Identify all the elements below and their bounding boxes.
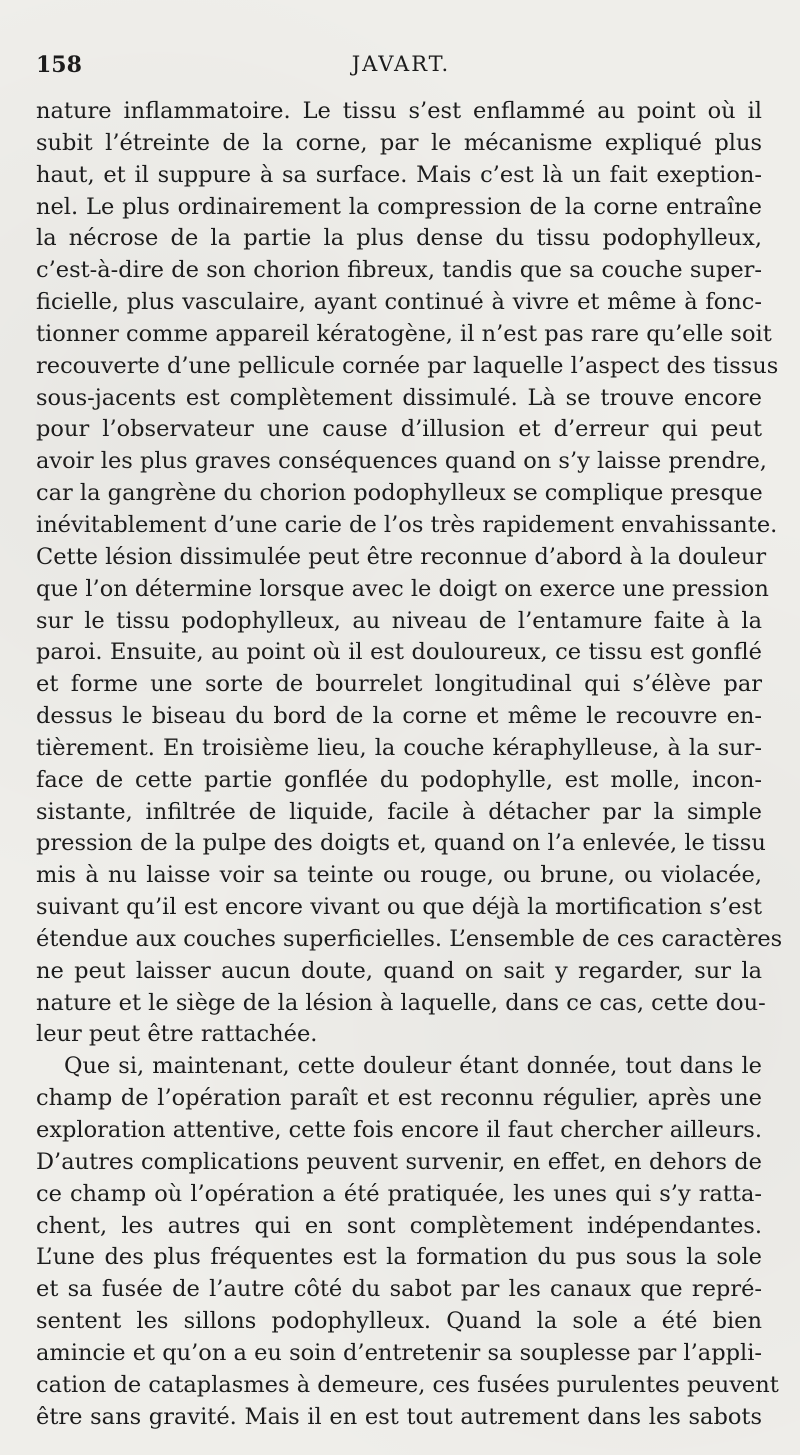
text-line: ne peut laisser aucun doute, quand on sait y regarder, sur la	[36, 957, 762, 984]
text-line: cation de cataplasmes à demeure, ces fusées purulentes peuvent	[36, 1371, 779, 1398]
text-line: face de cette partie gonflée du podophylle, est molle, incon-	[36, 766, 762, 793]
text-line: suivant qu’il est encore vivant ou que déjà la mortification s’est	[36, 894, 762, 921]
text-line: sentent les sillons podophylleux. Quand la sole a été bien	[36, 1308, 762, 1335]
text-line: nature et le siège de la lésion à laquelle, dans ce cas, cette dou-	[36, 989, 766, 1016]
text-line: sur le tissu podophylleux, au niveau de l’entamure faite à la	[36, 607, 762, 634]
running-head: JAVART.	[351, 52, 451, 76]
text-line: tièrement. En troisième lieu, la couche kéraphylleuse, à la sur-	[36, 734, 762, 761]
body-text	[36, 96, 783, 1433]
text-line: car la gangrène du chorion podophylleux se complique presque	[36, 480, 763, 507]
text-line: L’une des plus fréquentes est la formation du pus sous la sole	[36, 1244, 762, 1271]
text-line: ficielle, plus vasculaire, ayant continué à vivre et même à fonc-	[36, 289, 762, 316]
text-line: dessus le biseau du bord de la corne et même le recouvre en-	[36, 703, 762, 730]
text-line: D’autres complications peuvent survenir, en effet, en dehors de	[36, 1148, 762, 1175]
text-line: que l’on détermine lorsque avec le doigt on exerce une pression	[36, 575, 769, 602]
page-header	[36, 52, 766, 82]
text-line: Cette lésion dissimulée peut être reconnue d’abord à la douleur	[36, 543, 767, 570]
text-line: pression de la pulpe des doigts et, quand on l’a enlevée, le tissu	[36, 830, 766, 857]
text-line: pour l’observateur une cause d’illusion et d’erreur qui peut	[36, 416, 762, 443]
text-line: nature inflammatoire. Le tissu s’est enflammé au point où il	[36, 98, 762, 124]
text-line: ce champ où l’opération a été pratiquée, les unes qui s’y ratta-	[36, 1180, 762, 1207]
text-line: nel. Le plus ordinairement la compression de la corne entraîne	[36, 193, 762, 220]
text-line: champ de l’opération paraît et est reconnu régulier, après une	[36, 1085, 762, 1112]
text-line: chent, les autres qui en sont complètement indépendantes.	[36, 1212, 762, 1239]
text-line: subit l’étreinte de la corne, par le mécanisme expliqué plus	[36, 129, 762, 156]
text-line: étendue aux couches superficielles. L’ensemble de ces caractères	[36, 925, 783, 952]
text-line: et sa fusée de l’autre côté du sabot par les canaux que repré-	[36, 1276, 762, 1303]
text-line: mis à nu laisse voir sa teinte ou rouge, ou brune, ou violacée,	[36, 862, 762, 889]
text-line: avoir les plus graves conséquences quand on s’y laisse prendre,	[36, 448, 767, 475]
text-line: amincie et qu’on a eu soin d’entretenir sa souplesse par l’appli-	[36, 1339, 762, 1366]
text-line: la nécrose de la partie la plus dense du tissu podophylleux,	[36, 225, 762, 252]
text-line: haut, et il suppure à sa surface. Mais c’est là un fait exeption-	[36, 161, 762, 188]
paragraph-start-line: Que si, maintenant, cette douleur étant donnée, tout dans le	[64, 1053, 762, 1080]
text-line: paroi. Ensuite, au point où il est douloureux, ce tissu est gonflé	[36, 639, 762, 666]
text-line: être sans gravité. Mais il en est tout autrement dans les sabots	[36, 1403, 762, 1430]
text-line: tionner comme appareil kératogène, il n’est pas rare qu’elle soit	[36, 320, 772, 347]
text-line: c’est-à-dire de son chorion fibreux, tandis que sa couche super-	[36, 257, 762, 284]
text-line: inévitablement d’une carie de l’os très rapidement envahissante.	[36, 511, 778, 538]
text-line: exploration attentive, cette fois encore il faut chercher ailleurs.	[36, 1117, 762, 1143]
text-line: sistante, infiltrée de liquide, facile à détacher par la simple	[36, 798, 762, 825]
text-line: recouverte d’une pellicule cornée par laquelle l’aspect des tissus	[36, 352, 779, 379]
text-line: sous-jacents est complètement dissimulé. Là se trouve encore	[36, 384, 762, 411]
paragraph-end-line: leur peut être rattachée.	[36, 1021, 318, 1048]
page-number: 158	[36, 52, 82, 78]
text-line: et forme une sorte de bourrelet longitudinal qui s’élève par	[36, 671, 762, 698]
